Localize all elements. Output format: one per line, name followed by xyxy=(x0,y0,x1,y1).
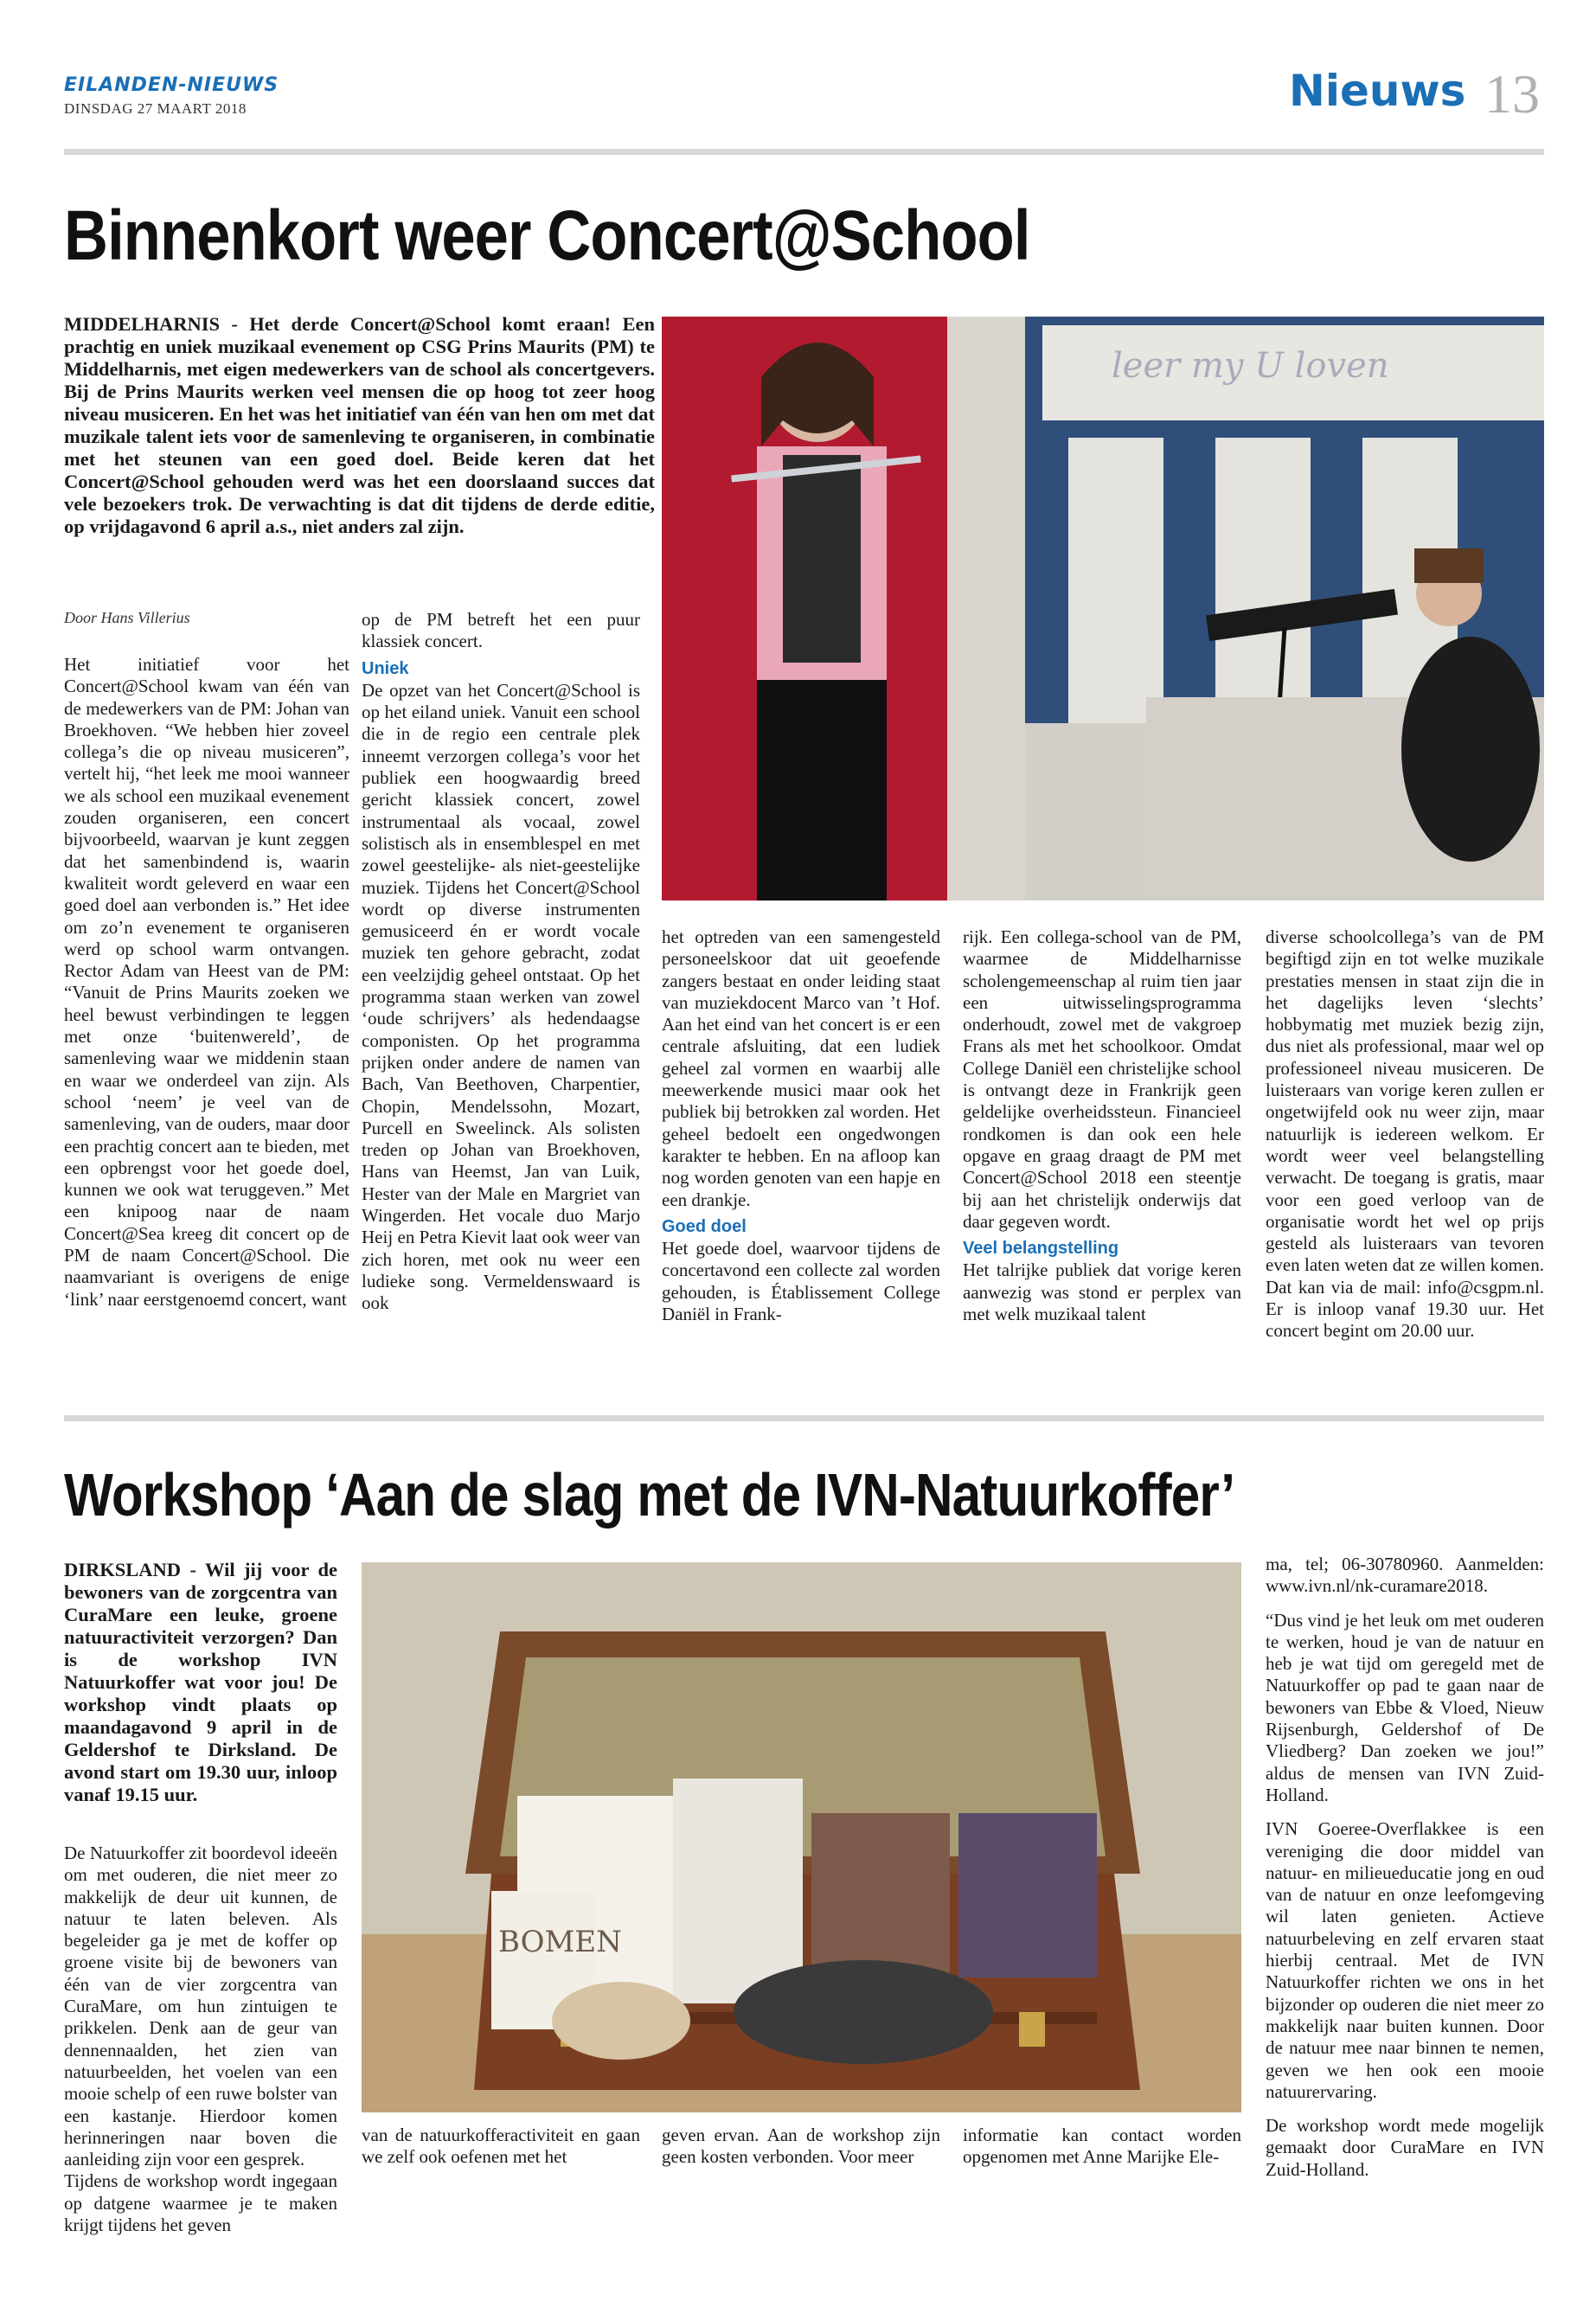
natuurkoffer-photo xyxy=(362,1562,1241,2112)
subhead-uniek: Uniek xyxy=(362,658,409,678)
article1-column-3 xyxy=(662,926,940,1325)
article1-column-5 xyxy=(1266,926,1544,1343)
article2-lead: DIRKSLAND - Wil jij voor de bewoners van de zorgcentra van CuraMare een leuke, groene natuuractiviteit verzorgen? Dan is de workshop IVN Natuurkoffer wat voor jou! De workshop vindt plaats op maandagavond 9 april in de Geldershof te Dirksland. De avond start om 19.30 uur, inloop vanaf 19.15 uur. xyxy=(64,1559,337,1805)
paragraph: “Dus vind je het leuk om met ouderen te werken, houd je van de natuur en heb je wat tijd om geregeld met de Natuurkoffer op pad te gaan naar de bewoners van Ebbe & Vloed, Nieuw Rijsenburgh, Geldershof of De Vliedberg? Dan zoeken we jou!” aldus de mensen van IVN Zuid-Holland. xyxy=(1266,1609,1544,1805)
paragraph: ma, tel; 06-30780960. Aanmelden: www.ivn.nl/nk-curamare2018. xyxy=(1266,1554,1544,1597)
article1-column-2 xyxy=(362,609,640,1315)
paragraph: Het initiatief voor het Concert@School kwam van één van de medewerkers van de PM: Johan van Broekhoven. “We hebben hier zoveel collega’s die op niveau musiceren”, vertelt hij, “het leek me mooi wanneer we als school een muzikaal evenement zouden organiseren, een concert bijvoorbeeld, waarvan je kunt zeggen dat het samenbindend is, waarin kwaliteit wordt geleverd en waar een goed doel aan verbonden is.” Het idee om zo’n evenement te organiseren werd op school warm ontvangen. Rector Adam van Heest van de PM: “Vanuit de Prins Maurits zoeken we heel bewust verbindingen te leggen met onze ‘buitenwereld’, de samenleving waar we middenin staan en waar we onderdeel van zijn. Als school ‘neem’ je veel van de samenleving, van de ouders, maar door een prachtig concert aan te bieden, met een opbrengst voor het goede doel, kunnen we ook wat teruggeven.” Met een knipoog naar de naam Concert@Sea kreeg dit concert op de PM de naam Concert@School. Die naamvariant is overigens de enige ‘link’ naar eerstgenoemd concert, want xyxy=(64,654,349,1310)
article2-headline: Workshop ‘Aan de slag met de IVN-Natuurkoffer’ xyxy=(64,1461,1235,1529)
paragraph: De opzet van het Concert@School is op het eiland uniek. Vanuit een school die in de regio een centrale plek inneemt verzorgen collega’s voor het publiek een hoogwaardig breed gericht klassiek concert, zowel instrumentaal als vocaal, zowel solistisch als in ensemblespel en met zowel geestelijke- als niet-geestelijke muziek. Tijdens het Concert@School wordt op diverse instrumenten gemusiceerd én er wordt vocale muziek ten gehore gebracht, zodat een veelzijdig geheel ontstaat. Op het programma staan werken van zowel ‘oude schrijvers’ als hedendaagse componisten. Op het programma prijken onder andere de namen van Bach, Van Beethoven, Charpentier, Chopin, Mendelssohn, Mozart, Purcell en Sweelinck. Als solisten treden op Johan van Broekhoven, Hans van Heemst, Jan van Luik, Hester van der Male en Margriet van Wingerden. Het vocale duo Marjo Heij en Petra Kievit laat ook weer van zich horen, met ook nu weer een ludieke song. Vermeldenswaard is ook xyxy=(362,679,640,1314)
article1-column-4 xyxy=(963,926,1241,1325)
article-divider xyxy=(64,1415,1544,1421)
top-divider xyxy=(64,149,1544,155)
article2-column-2 xyxy=(362,2125,640,2169)
paragraph: van de natuurkofferactiviteit en gaan we zelf ook oefenen met het xyxy=(362,2125,640,2168)
subhead-goed-doel: Goed doel xyxy=(662,1216,747,1236)
page-number: 13 xyxy=(1484,63,1540,125)
newspaper-logo: EILANDEN-NIEUWS xyxy=(64,74,279,96)
article1-column-1 xyxy=(64,654,349,1311)
article1-lead: MIDDELHARNIS - Het derde Concert@School komt eraan! Een prachtig en uniek muzikaal evenement op CSG Prins Maurits (PM) te Middelharnis, met eigen medewerkers van de school als concertgevers. Bij de Prins Maurits werken veel mensen die op hoog tot zeer hoog niveau musiceren. En het was het initiatief van één van hen om met dat muzikale talent iets voor de samenleving te organiseren, in combinatie met het steunen van een goed doel. Beide keren dat het Concert@School gehouden werd was het een doorslaand succes dat vele bezoekers trok. De verwachting is dat dit tijdens de derde editie, op vrijdagavond 6 april a.s., niet anders zal zijn. xyxy=(64,313,655,537)
article1-headline: Binnenkort weer Concert@School xyxy=(64,196,1030,275)
paragraph: Het talrijke publiek dat vorige keren aanwezig was stond er perplex van met welk muzikaal talent xyxy=(963,1259,1241,1325)
article2-column-3 xyxy=(662,2125,940,2169)
concert-photo xyxy=(662,317,1544,901)
paragraph: rijk. Een collega-school van de PM, waarmee de Middelharnisse scholengemeenschap al ruim tien jaar een uitwisselingsprogramma onderhoudt, zowel met de vakgroep Frans als met het schoolkoor. Omdat College Daniël een christelijke school is ontvangt deze in Frankrijk geen geldelijke overheidssteun. Financieel rondkomen is dan ook een hele opgave en graag draagt de PM met Concert@School 2018 een steentje bij aan het christelijk onderwijs dat daar gegeven wordt. xyxy=(963,926,1241,1232)
article2-column-5 xyxy=(1266,1554,1544,2181)
paragraph: diverse schoolcollega’s van de PM begiftigd zijn en tot welke muzikale prestaties mensen in staat zijn die in het dagelijks leven ‘slechts’ hobbymatig met muziek bezig zijn, dus niet als professional, maar wel op professioneel niveau musiceren. De luisteraars van vorige keren zullen er ongetwijfeld ook nu weer zijn, maar natuurlijk is iedereen welkom. Er wordt weer veel belangstelling verwacht. De toegang is gratis, maar voor een goed verloop van de organisatie wordt het wel op prijs gesteld als luisteraars van tevoren even laten weten dat ze willen komen. Dat kan via de mail: info@csgpm.nl. Er is inloop vanaf 19.30 uur. Het concert begint om 20.00 uur. xyxy=(1266,926,1544,1342)
subhead-belangstelling: Veel belangstelling xyxy=(963,1239,1119,1259)
section-title: Nieuws xyxy=(1289,66,1466,116)
paragraph: geven ervan. Aan de workshop zijn geen kosten verbonden. Voor meer xyxy=(662,2125,940,2168)
paragraph: op de PM betreft het een puur klassiek concert. xyxy=(362,609,640,652)
article2-column-4 xyxy=(963,2125,1241,2169)
paragraph: De Natuurkoffer zit boordevol ideeën om met ouderen, die niet meer zo makkelijk de deur uit kunnen, de natuur te laten beleven. Als begeleider ga je met de koffer op groene visite bij de bewoners van één van de vier zorgcentra van CuraMare, om hun zintuigen te prikkelen. Denk aan de geur van dennennaalden, het zien van natuurbeelden, het voelen van een mooie schelp of een ruwe bolster van een kastanje. Hierdoor komen herinneringen naar boven die aanleiding zijn voor een gesprek. xyxy=(64,1843,337,2170)
paragraph: IVN Goeree-Overflakkee is een vereniging die door middel van natuur- en milieueducatie jong en oud van de natuur en onze leefomgeving wil laten genieten. Actieve natuurbeleving en zelf ervaren staat hierbij centraal. Met de IVN Natuurkoffer richten we ons in het bijzonder op ouderen die niet meer zo makkelijk naar buiten kunnen. Door de natuur mee naar binnen te nemen, geven we hen ook een mooie natuurervaring. xyxy=(1266,1818,1544,2102)
book-title: BOMEN xyxy=(498,1925,622,1959)
article2-column-1 xyxy=(64,1843,337,2236)
paragraph: De workshop wordt mede mogelijk gemaakt door CuraMare en IVN Zuid-Holland. xyxy=(1266,2115,1544,2180)
paragraph: Het goede doel, waarvoor tijdens de concertavond een collecte zal worden gehouden, is Établissement College Daniël in Frank- xyxy=(662,1238,940,1325)
paragraph: Tijdens de workshop wordt ingegaan op datgene waarmee je te maken krijgt tijdens het geven xyxy=(64,2170,337,2236)
paragraph: informatie kan contact worden opgenomen met Anne Marijke Ele- xyxy=(963,2125,1241,2168)
wall-lettering: leer my U loven xyxy=(1112,346,1389,386)
paragraph: het optreden van een samengesteld personeelskoor dat uit geoefende zangers bestaat en onder leiding staat van muziekdocent Marco van ’t Hof. Aan het eind van het concert is er een centrale afsluiting, dat een ludiek geheel zal vormen en waarbij alle meewerkende musici maar ook het publiek bij betrokken zal worden. Het geheel bedoelt een ongedwongen karakter te hebben. En na afloop kan nog worden genoten van een hapje en een drankje. xyxy=(662,926,940,1210)
byline: Door Hans Villerius xyxy=(64,609,190,626)
issue-date: DINSDAG 27 MAART 2018 xyxy=(64,100,247,117)
